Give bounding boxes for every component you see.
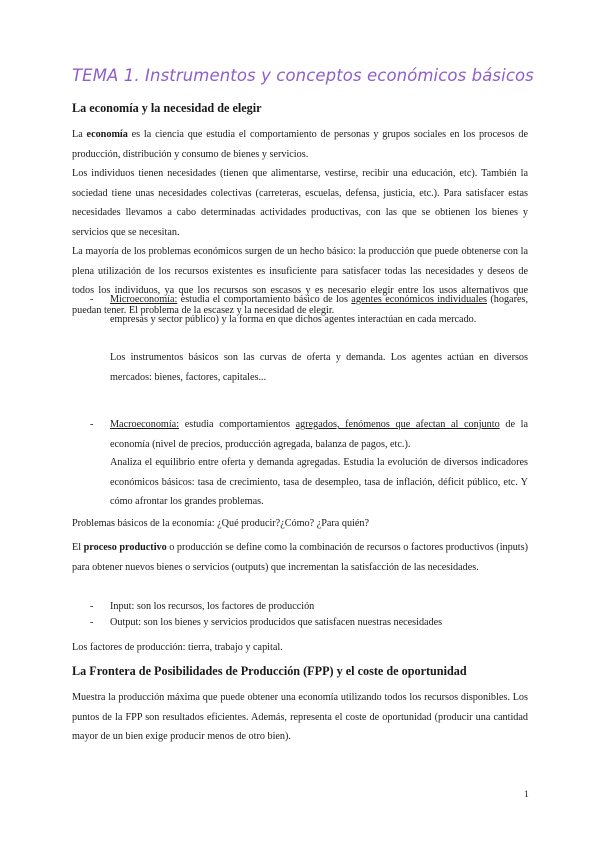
term-macroeconomia: Macroeconomía: <box>110 419 180 430</box>
underlined-agregados: agregados, fenómenos que afectan al conjunto <box>295 419 500 430</box>
paragraph-factores: Los factores de producción: tierra, trabajo y capital. <box>72 642 283 653</box>
term-economia: economía <box>86 129 128 140</box>
list-dash: - <box>90 294 94 305</box>
page-number: 1 <box>524 790 529 800</box>
term-proceso-productivo: proceso productivo <box>83 542 167 553</box>
list-dash: - <box>90 617 94 628</box>
paragraph-problemas-economicos: La mayoría de los problemas económicos surgen de un hecho básico: la producción que puede obtenerse con la plena utilización de los recursos existentes es insuficiente para satisfacer todas las necesidades y deseos de todos los individuos, ya que los recursos son escasos y es necesario elegir entre los usos alternativos que puedan tener. El problema de la escasez y la necesidad de elegir. <box>72 246 528 316</box>
section-heading-economia: La economía y la necesidad de elegir <box>72 101 262 115</box>
list-dash: - <box>90 419 94 430</box>
document-title: TEMA 1. Instrumentos y conceptos económicos básicos <box>72 66 534 85</box>
list-dash: - <box>90 601 94 612</box>
section-heading-fpp: La Frontera de Posibilidades de Producción (FPP) y el coste de oportunidad <box>72 664 467 678</box>
paragraph-proceso-productivo: El proceso productivo o producción se define como la combinación de recursos o factores productivos (inputs) para obtener nuevos bienes o servicios (outputs) que incrementan la satisfacción de las necesidades. <box>72 542 528 573</box>
paragraph-problemas-basicos: Problemas básicos de la economía: ¿Qué producir?¿Cómo? ¿Para quién? <box>72 518 370 529</box>
term-microeconomia: Microeconomía: <box>110 294 178 305</box>
underlined-agentes: agentes económicos individuales <box>351 294 488 305</box>
paragraph-definicion-economia: La economía es la ciencia que estudia el comportamiento de personas y grupos sociales en los procesos de producción, distribución y consumo de bienes y servicios. <box>72 129 529 160</box>
paragraph-necesidades: Los individuos tienen necesidades (tienen que alimentarse, vestirse, recibir una educación, etc). También la sociedad tiene unas necesidades colectivas (carreteras, escuelas, defensa, justicia, etc.). Para satisfacer estas necesidades llevamos a cabo determinadas actividades productivas, con las que se obtienen los bienes y servicios que se necesitan. <box>72 168 528 238</box>
paragraph-fpp: Muestra la producción máxima que puede obtener una economía utilizando todos los recursos disponibles. Los puntos de la FPP son resultados eficientes. Además, representa el coste de oportunidad (producir una cantidad mayor de un bien exige producir menos de otro bien). <box>72 692 528 742</box>
